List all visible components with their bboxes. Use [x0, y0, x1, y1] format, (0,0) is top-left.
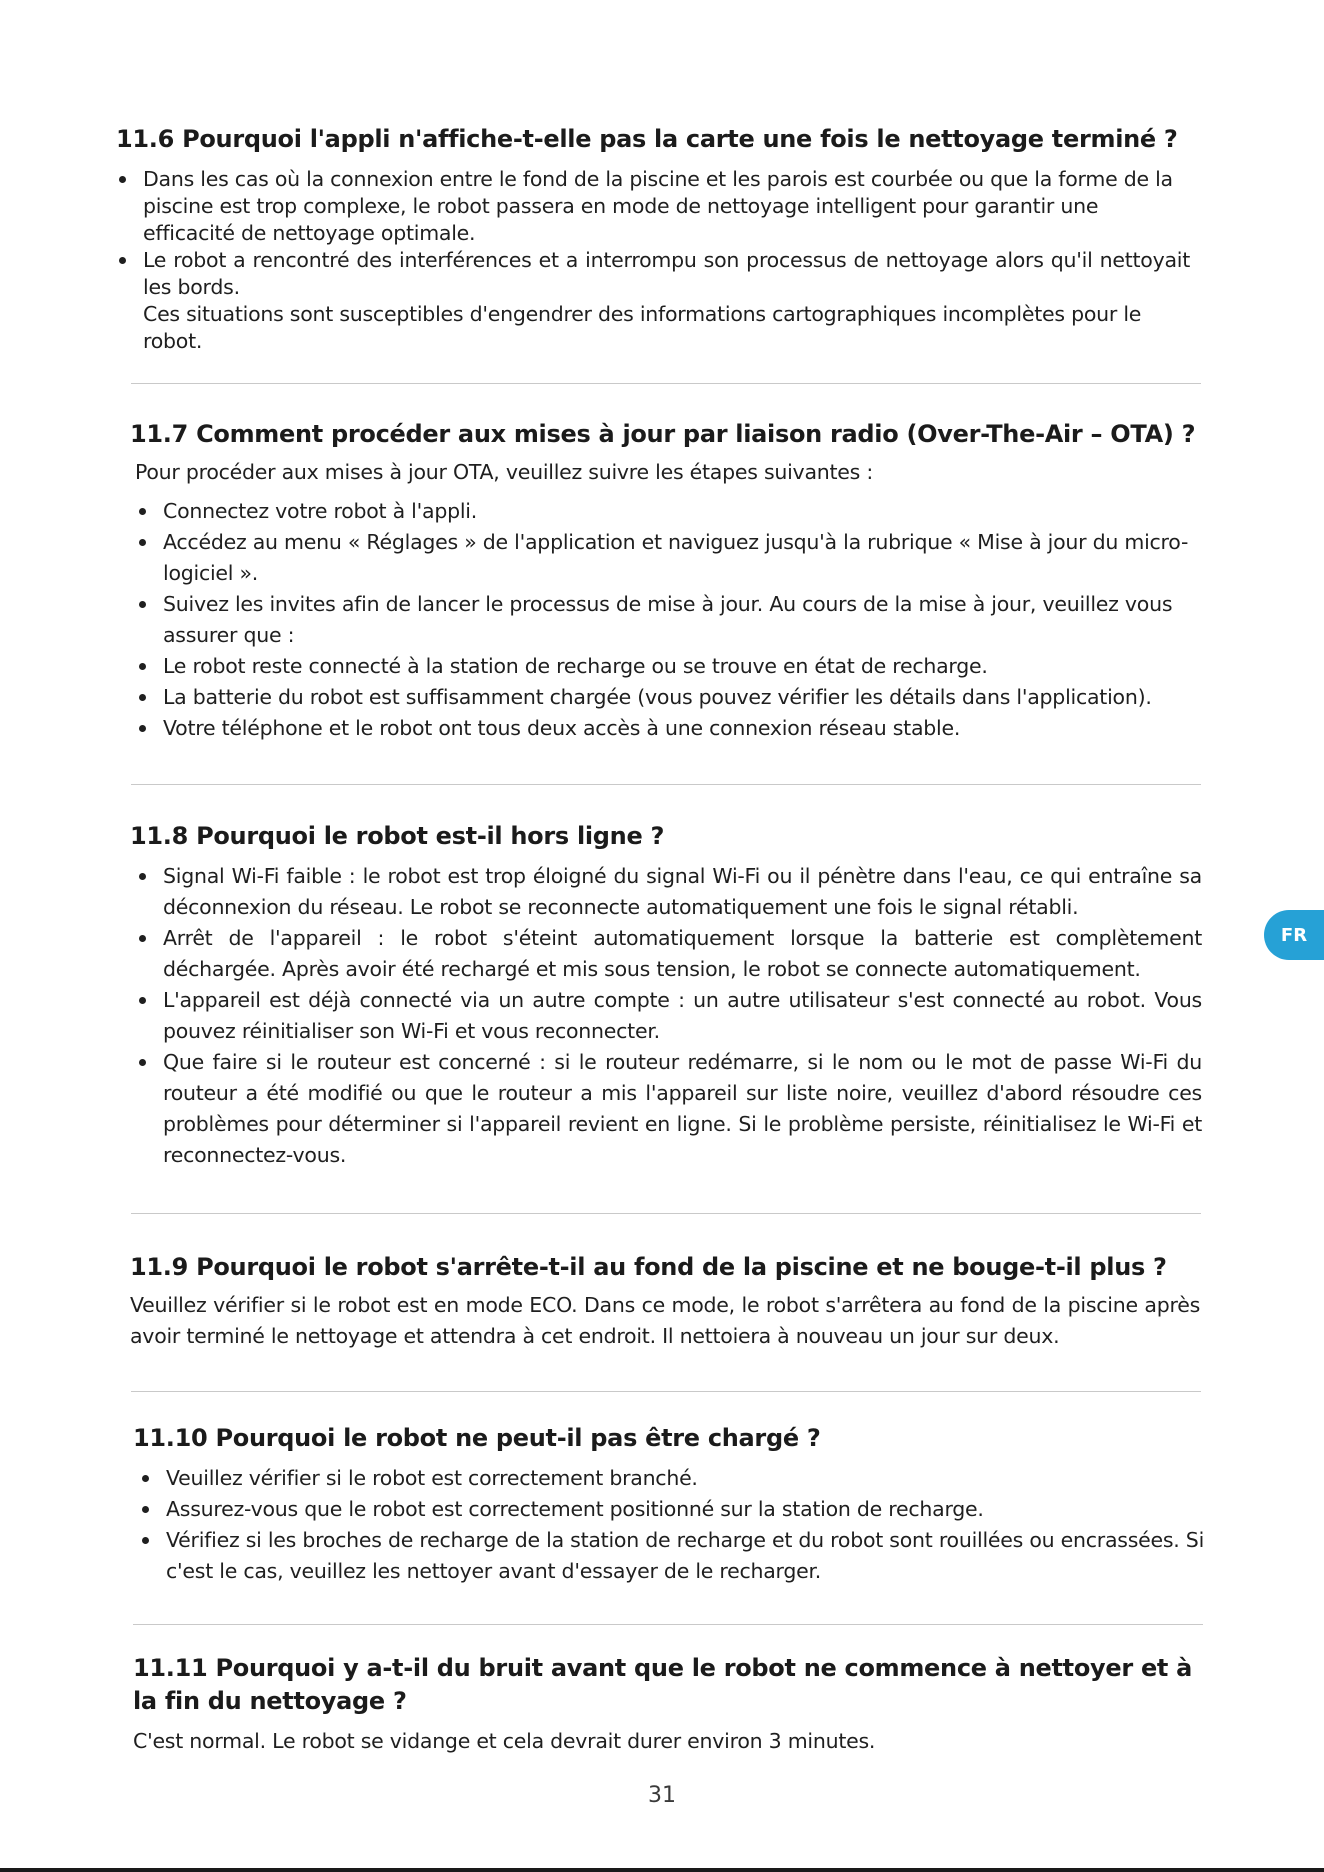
section-11-9: [130, 1251, 1200, 1352]
section-11-8: [130, 820, 1202, 1171]
bullet-list: [130, 496, 1202, 744]
bullet-list: [116, 166, 1190, 301]
bullet-list: [133, 1463, 1213, 1587]
divider: [131, 784, 1201, 785]
section-title: 11.7 Comment procéder aux mises à jour par liaison radio (Over-The-Air – OTA) ?: [130, 420, 1196, 448]
section-title: 11.6 Pourquoi l'appli n'affiche-t-elle pas la carte une fois le nettoyage terminé ?: [116, 125, 1178, 153]
section-11-6: [116, 123, 1190, 355]
list-item: Suivez les invites afin de lancer le processus de mise à jour. Au cours de la mise à jour, veuillez vous assurer que :: [136, 589, 1202, 651]
list-item: Veuillez vérifier si le robot est correctement branché.: [139, 1463, 1213, 1494]
list-item: Connectez votre robot à l'appli.: [136, 496, 1202, 527]
list-item: Accédez au menu « Réglages » de l'application et naviguez jusqu'à la rubrique « Mise à jour du micro-logiciel ».: [136, 527, 1202, 589]
list-item: Signal Wi-Fi faible : le robot est trop éloigné du signal Wi-Fi ou il pénètre dans l'eau, ce qui entraîne sa déconnexion du réseau. Le robot se reconnecte automatiquement une fois le signal rétabli.: [136, 861, 1202, 923]
list-item: Que faire si le routeur est concerné : si le routeur redémarre, si le nom ou le mot de passe Wi-Fi du routeur a été modifié ou que le routeur a mis l'appareil sur liste noire, veuillez d'abord résoudre ces problèmes pour déterminer si l'appareil revient en ligne. Si le problème persiste, réinitialisez le Wi-Fi et reconnectez-vous.: [136, 1047, 1202, 1171]
list-item: Votre téléphone et le robot ont tous deux accès à une connexion réseau stable.: [136, 713, 1202, 744]
section-intro: Pour procéder aux mises à jour OTA, veuillez suivre les étapes suivantes :: [135, 460, 873, 484]
section-title: 11.10 Pourquoi le robot ne peut-il pas être chargé ?: [133, 1424, 821, 1452]
section-title: 11.11 Pourquoi y a-t-il du bruit avant que le robot ne commence à nettoyer et à la fin du nettoyage ?: [133, 1654, 1193, 1715]
page-number: 31: [648, 1783, 676, 1808]
list-item: Dans les cas où la connexion entre le fond de la piscine et les parois est courbée ou que la forme de la piscine est trop complexe, le robot passera en mode de nettoyage intelligent pour garantir une efficacité de nettoyage optimale.: [116, 166, 1190, 247]
divider: [131, 1213, 1201, 1214]
section-title: 11.9 Pourquoi le robot s'arrête-t-il au fond de la piscine et ne bouge-t-il plus ?: [130, 1253, 1167, 1281]
list-item: L'appareil est déjà connecté via un autre compte : un autre utilisateur s'est connecté au robot. Vous pouvez réinitialiser son Wi-Fi et vous reconnecter.: [136, 985, 1202, 1047]
list-item: La batterie du robot est suffisamment chargée (vous pouvez vérifier les détails dans l'application).: [136, 682, 1202, 713]
divider: [131, 1391, 1201, 1392]
list-item: Le robot reste connecté à la station de recharge ou se trouve en état de recharge.: [136, 651, 1202, 682]
section-title: 11.8 Pourquoi le robot est-il hors ligne ?: [130, 822, 665, 850]
divider: [133, 1624, 1203, 1625]
language-tab-fr[interactable]: FR: [1264, 910, 1324, 960]
section-note: Ces situations sont susceptibles d'engendrer des informations cartographiques incomplètes pour le robot.: [143, 302, 1142, 353]
list-item: Arrêt de l'appareil : le robot s'éteint automatiquement lorsque la batterie est complètement déchargée. Après avoir été rechargé et mis sous tension, le robot se connecte automatiquement.: [136, 923, 1202, 985]
list-item: Vérifiez si les broches de recharge de la station de recharge et du robot sont rouillées ou encrassées. Si c'est le cas, veuillez les nettoyer avant d'essayer de le recharger.: [139, 1525, 1213, 1587]
section-body: Veuillez vérifier si le robot est en mode ECO. Dans ce mode, le robot s'arrêtera au fond de la piscine après avoir terminé le nettoyage et attendra à cet endroit. Il nettoiera à nouveau un jour sur deux.: [130, 1293, 1200, 1348]
bullet-list: [130, 861, 1202, 1171]
list-item: Assurez-vous que le robot est correctement positionné sur la station de recharge.: [139, 1494, 1213, 1525]
bottom-edge-bar: [0, 1868, 1324, 1872]
section-11-11: [133, 1652, 1223, 1757]
divider: [131, 383, 1201, 384]
section-11-10: [133, 1422, 1213, 1587]
list-item: Le robot a rencontré des interférences et a interrompu son processus de nettoyage alors qu'il nettoyait les bords.: [116, 247, 1190, 301]
section-11-7: [130, 418, 1202, 744]
section-body: C'est normal. Le robot se vidange et cela devrait durer environ 3 minutes.: [133, 1729, 876, 1753]
